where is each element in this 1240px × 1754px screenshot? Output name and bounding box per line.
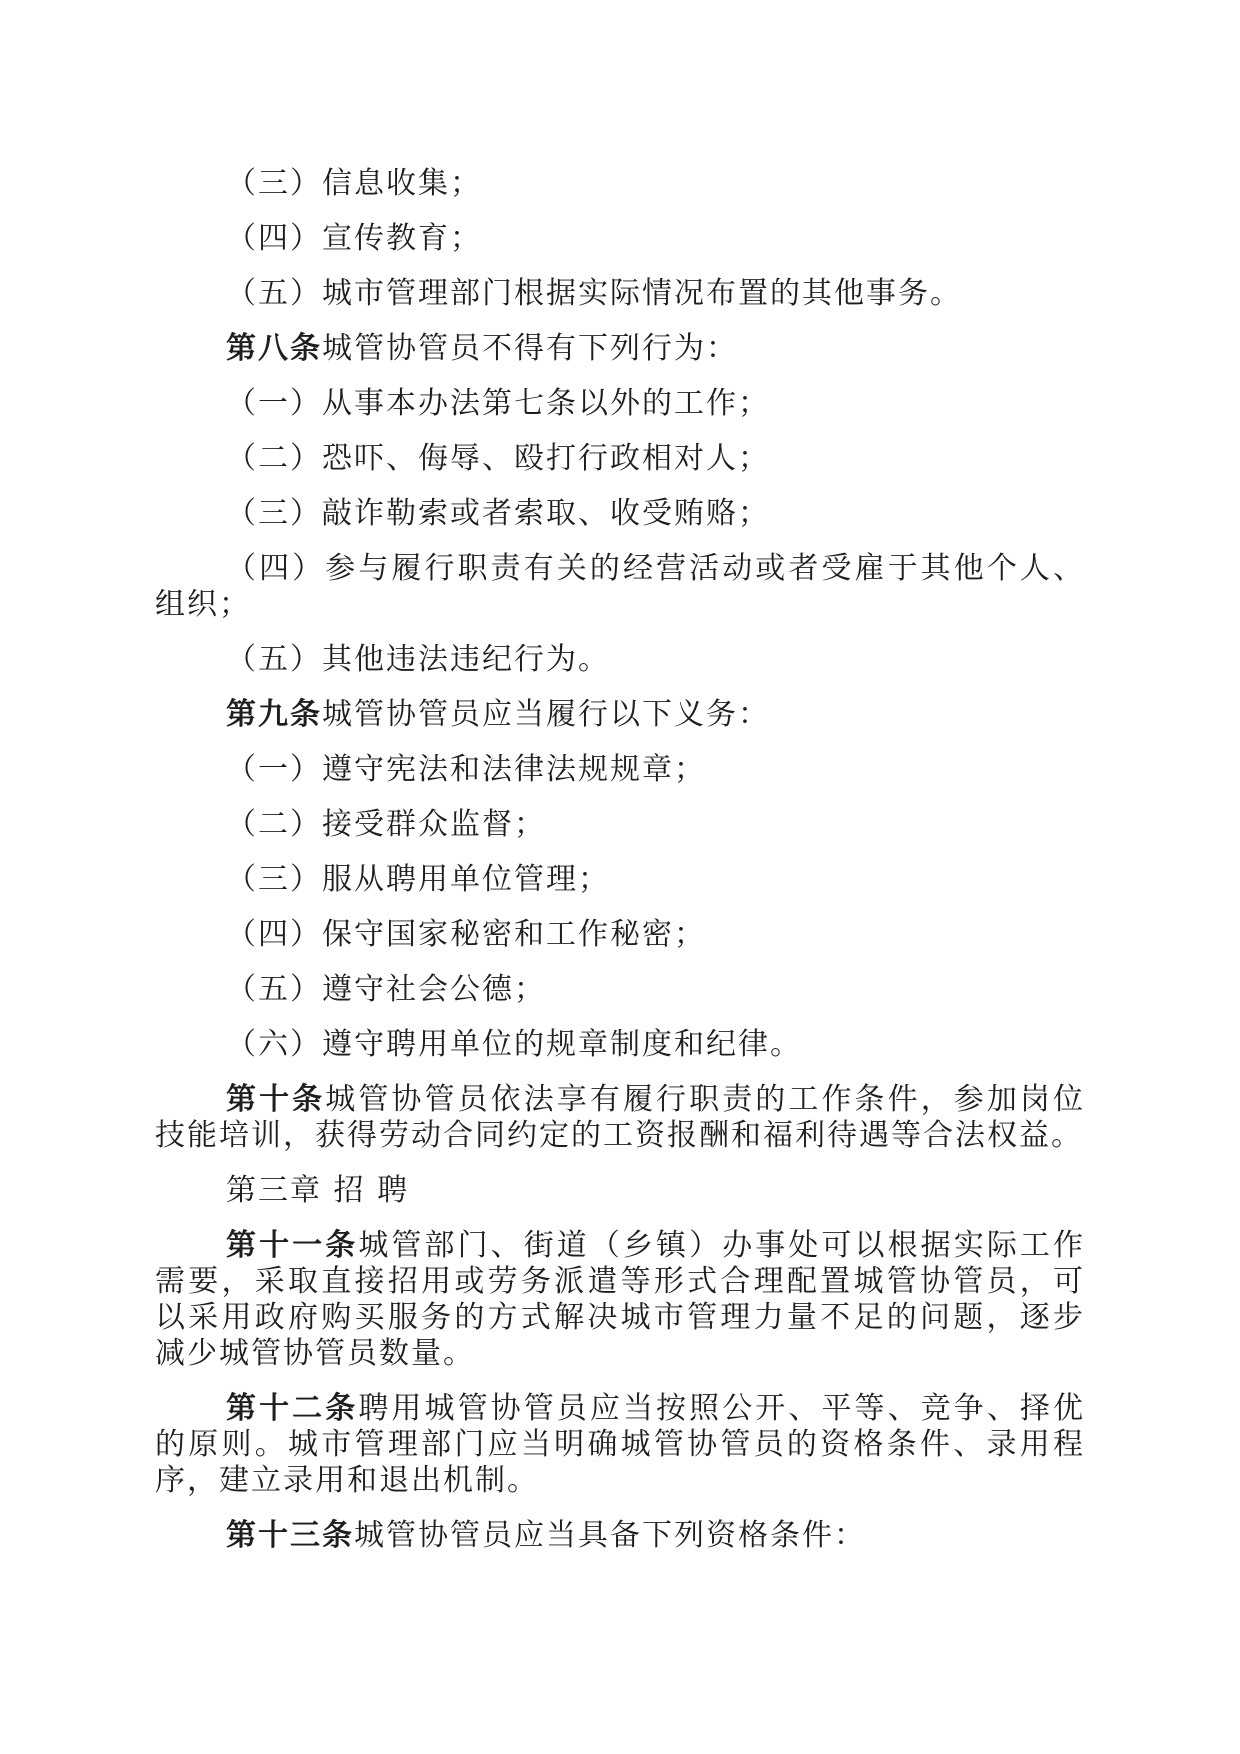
article-9-item-5: （五）遵守社会公德； [226,972,546,1007]
article-11 [155,1228,1085,1372]
item-other-affairs: （五）城市管理部门根据实际情况布置的其他事务。 [226,276,962,311]
article-13-label: 第十三条 [226,1518,354,1553]
article-9-item-2: （二）接受群众监督； [226,807,546,842]
article-8-item-3: （三）敲诈勒索或者索取、收受贿赂； [226,496,770,531]
article-12-row-3: 序，建立录用和退出机制。 [155,1463,539,1498]
item-info-collection: （三）信息收集； [226,166,482,201]
article-9-item-1: （一）遵守宪法和法律法规规章； [226,752,706,787]
article-8-label: 第八条 [226,331,322,366]
article-10 [155,1082,1085,1154]
article-8-item-4-row-1: （四）参与履行职责有关的经营活动或者受雇于其他个人、 [226,551,1085,586]
article-9-text: 城管协管员应当履行以下义务： [322,697,770,732]
article-8-item-4 [155,551,1085,623]
article-8-heading [155,331,1085,367]
article-8-text: 城管协管员不得有下列行为： [322,331,738,366]
article-9-label: 第九条 [226,697,322,732]
article-8-item-2: （二）恐吓、侮辱、殴打行政相对人； [226,441,770,476]
article-8-item-4-row-2: 组织； [155,587,251,622]
article-13-text: 城管协管员应当具备下列资格条件： [354,1518,866,1553]
article-12-row-2: 的原则。城市管理部门应当明确城管协管员的资格条件、录用程 [155,1427,1085,1462]
article-10-row-2: 技能培训，获得劳动合同约定的工资报酬和福利待遇等合法权益。 [155,1118,1083,1153]
article-9-heading [155,697,1085,733]
chapter-3-title: 第三章 招 聘 [226,1173,410,1208]
article-9-item-3: （三）服从聘用单位管理； [226,862,610,897]
article-9-item-4: （四）保守国家秘密和工作秘密； [226,917,706,952]
article-12 [155,1391,1085,1499]
article-11-label: 第十一条 [226,1228,359,1263]
article-11-row-1-text: 城管部门、街道（乡镇）办事处可以根据实际工作 [358,1228,1086,1263]
article-9-item-6: （六）遵守聘用单位的规章制度和纪律。 [226,1027,802,1062]
article-10-row-1 [155,1082,1085,1118]
article-11-row-3: 以采用政府购买服务的方式解决城市管理力量不足的问题，逐步 [155,1300,1085,1335]
document-page [155,166,1085,1554]
article-11-row-2: 需要，采取直接招用或劳务派遣等形式合理配置城管协管员，可 [155,1264,1085,1299]
article-12-row-1 [155,1391,1085,1427]
article-12-label: 第十二条 [226,1391,359,1426]
article-11-row-4: 减少城管协管员数量。 [155,1336,475,1371]
article-8-item-5: （五）其他违法违纪行为。 [226,642,610,677]
article-13-heading [155,1518,1085,1554]
article-8-item-1: （一）从事本办法第七条以外的工作； [226,386,770,421]
article-11-row-1 [155,1228,1085,1264]
item-publicity-education: （四）宣传教育； [226,221,482,256]
article-12-row-1-text: 聘用城管协管员应当按照公开、平等、竞争、择优 [358,1391,1086,1426]
article-10-label: 第十条 [226,1082,326,1117]
article-10-row-1-text: 城管协管员依法享有履行职责的工作条件，参加岗位 [325,1082,1086,1117]
